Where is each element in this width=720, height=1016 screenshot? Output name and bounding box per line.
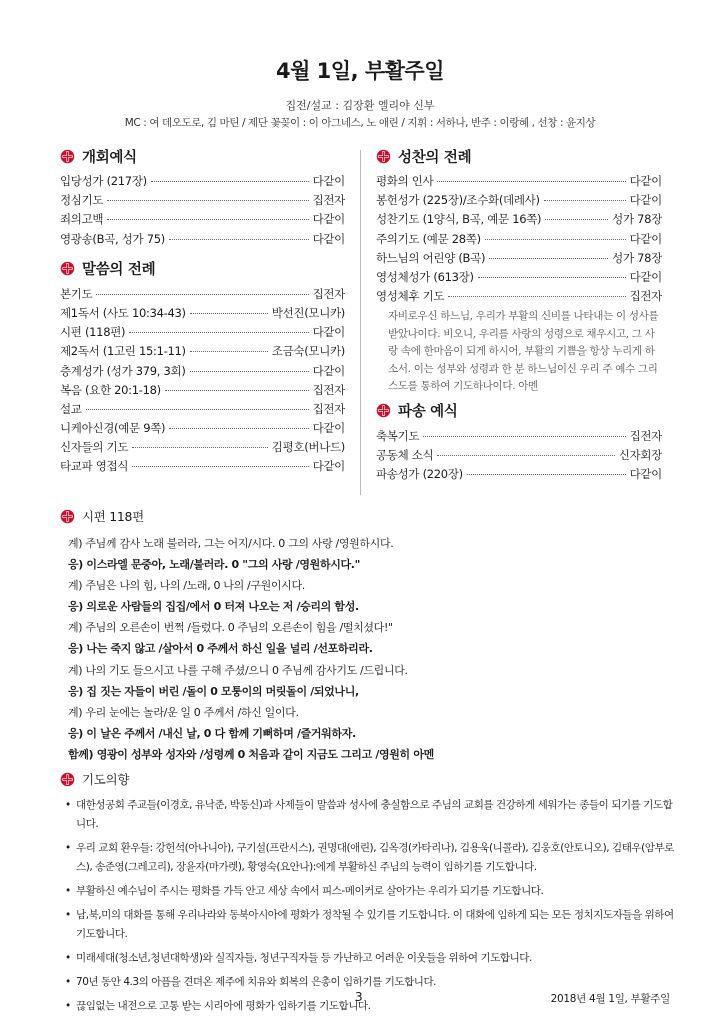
psalm-lines	[60, 533, 670, 765]
liturgy-item	[60, 401, 345, 420]
dot-leader	[489, 258, 608, 259]
cross-icon	[376, 149, 391, 164]
liturgy-item-leader: 다같이	[312, 325, 345, 340]
page-number: 3	[355, 990, 363, 1004]
liturgy-item	[60, 420, 345, 439]
intercessions-list	[60, 796, 675, 1016]
dismissal-section-header	[376, 400, 662, 422]
cross-icon	[60, 261, 75, 276]
column-divider	[360, 150, 361, 495]
liturgy-item	[60, 211, 345, 230]
psalm-line: 응) 집 짓는 자들이 버린 /돌이 0 모퉁이의 머릿돌이 /되었나니,	[68, 684, 359, 698]
liturgy-item	[60, 324, 345, 343]
dot-leader	[107, 200, 308, 201]
dot-leader	[190, 313, 268, 314]
liturgy-item-name: 층계성가 (성가 379, 3회)	[60, 363, 186, 378]
cross-icon	[376, 403, 391, 418]
psalm-line: 응) 이 날은 주께서 /내신 날, 0 다 함께 기뻐하며 /즐거워하자.	[68, 726, 356, 740]
intercession-item: • 미래세대(청소년,청년대학생)와 실직자들, 청년구직자들 등 가난하고 어려운 이웃들을 위하여 기도합니다.	[60, 949, 675, 968]
post-communion-prayer: 자비로우신 하느님, 우리가 부활의 신비를 나타내는 이 성사를 받았나이다. 비오니, 우리를 사랑의 성령으로 채우시고, 그 사랑 속에 한마음이 되게 하시어, 부활의 기쁨을 항상 누리게 하소서. 이는 성부와 성령과 한 분 하느님이신 우리 주 예수 그리스도를 통하여 기도하나이다. 아멘	[388, 310, 659, 393]
dot-leader	[423, 436, 625, 437]
cross-icon	[60, 149, 75, 164]
psalm-line: 계) 주님은 나의 힘, 나의 /노래, 0 나의 /구원이시다.	[68, 579, 305, 593]
liturgy-item-name: 축복기도	[376, 428, 420, 443]
intercessions-section-header	[60, 768, 675, 790]
liturgy-item-name: 복음 (요한 20:1-18)	[60, 382, 161, 397]
liturgy-item	[376, 173, 662, 192]
liturgy-item-name: 성찬기도 (1양식, B곡, 예문 16쪽)	[376, 212, 542, 227]
liturgy-item-leader: 집전자	[629, 428, 662, 443]
liturgy-item-name: 봉헌성가 (225장)/조수화(데레사)	[376, 193, 540, 208]
psalm-line: 계) 나의 기도 들으시고 나를 구해 주셨/으니 0 주님께 감사기도 /드립니다.	[68, 663, 408, 677]
liturgy-item-leader: 집전자	[629, 289, 662, 304]
intercession-item: • 끊임없는 내전으로 고통 받는 시리아에 평화가 임하기를 기도합니다.	[60, 997, 675, 1016]
liturgy-item-leader: 집전자	[312, 193, 345, 208]
liturgy-item-name: 정심기도	[60, 193, 104, 208]
liturgy-item-name: 공동체 소식	[376, 448, 434, 462]
dot-leader	[478, 277, 626, 278]
psalm-line: 응) 이스라엘 문중아, 노래/불러라. 0 "그의 사랑 /영원하시다."	[68, 558, 360, 572]
intercession-item: • 대한성공회 주교들(이경호, 유낙준, 박동신)과 사제들이 말씀과 성사에 충실함으로 주님의 교회를 건강하게 세워가는 종들이 되기를 기도합니다.	[60, 796, 675, 834]
liturgy-item-leader: 다같이	[312, 231, 345, 246]
liturgy-item	[376, 466, 662, 485]
intercession-item: • 70년 동안 4.3의 아픔을 견뎌온 제주에 치유와 회복의 은총이 임하기를 기도합니다.	[60, 973, 675, 992]
psalm-line: 응) 의로운 사람들의 집집/에서 0 터져 나오는 저 /승리의 함성.	[68, 600, 359, 614]
liturgy-item-leader: 다같이	[312, 174, 345, 188]
dot-leader	[169, 239, 309, 240]
liturgy-item-leader: 조금숙(모니카)	[271, 344, 345, 359]
liturgy-item-name: 니케아신경(예문 9쪽)	[60, 421, 166, 436]
dot-leader	[129, 332, 308, 333]
liturgy-item	[60, 231, 345, 250]
liturgy-item-leader: 다같이	[629, 193, 662, 208]
word-section-header	[60, 258, 345, 280]
opening-heading: 개회예식	[82, 149, 137, 166]
liturgy-item-name: 파송성가 (220장)	[376, 467, 463, 482]
right-column	[376, 145, 662, 485]
liturgy-item-leader: 다같이	[312, 421, 345, 436]
eucharist-section-header	[376, 145, 662, 167]
liturgy-item	[60, 343, 345, 362]
liturgy-item	[60, 286, 345, 305]
liturgy-item-leader: 성가 78장	[612, 212, 662, 227]
dot-leader	[190, 351, 268, 352]
liturgy-item-name: 영광송(B곡, 성가 75)	[60, 231, 165, 246]
liturgy-item	[60, 363, 345, 382]
liturgy-item-name: 영성체후 기도	[376, 289, 445, 304]
liturgy-item-name: 평화의 인사	[376, 174, 434, 188]
dot-leader	[448, 296, 625, 297]
liturgy-item	[376, 288, 662, 307]
liturgy-item-leader: 다같이	[629, 231, 662, 246]
cross-icon	[60, 509, 75, 524]
liturgy-item	[60, 458, 345, 477]
dot-leader	[169, 428, 308, 429]
psalm-section-header	[60, 505, 670, 527]
dot-leader	[467, 474, 626, 475]
dot-leader	[545, 219, 608, 220]
eucharist-heading: 성찬의 전례	[398, 149, 472, 166]
intercession-item: • 부활하신 예수님이 주시는 평화를 가득 안고 세상 속에서 피스-메이커로 살아가는 우리가 되기를 기도합니다.	[60, 882, 675, 901]
liturgy-item-name: 제1독서 (사도 10:34-43)	[60, 305, 186, 320]
liturgy-item	[376, 192, 662, 211]
liturgy-item-name: 본기도	[60, 286, 93, 301]
opening-list	[60, 173, 345, 250]
opening-section-header	[60, 145, 345, 167]
eucharist-list	[376, 173, 662, 307]
liturgy-item	[60, 305, 345, 324]
intercession-item: • 우리 교회 환우들: 강헌석(아나니아), 구기설(프란시스), 권명대(애린), 김옥경(카타리나), 김용욱(니콜라), 김웅호(안토니오), 김태우(암부로스), 송준영(그레고리), 장윤자(마가렛), 황영숙(요안나):에게 부활하신 주님의 능력이 임하기를 기도합니다.	[60, 839, 675, 877]
psalm-line: 계) 우리 눈에는 놀라/운 일 0 주께서 /하신 일이다.	[68, 705, 299, 719]
word-heading: 말씀의 전례	[82, 262, 156, 279]
cross-icon	[60, 772, 75, 787]
psalm-line: 계) 주님의 오른손이 번쩍 /들렸다. 0 주님의 오른손이 힘을 /떨치셨다!"	[68, 621, 393, 635]
page-title: 4월 1일, 부활주일	[275, 59, 445, 83]
dismissal-heading: 파송 예식	[398, 404, 458, 421]
intercessions-section	[60, 768, 675, 1016]
left-column	[60, 145, 345, 478]
liturgy-item	[376, 269, 662, 288]
officiant-line: 집전/설교 : 김장환 엘리야 신부	[285, 99, 435, 112]
liturgy-item-leader: 다같이	[312, 212, 345, 227]
liturgy-item-name: 죄의고백	[60, 212, 104, 227]
psalm-heading: 시편 118편	[82, 509, 144, 524]
psalm-line: 계) 주님께 감사 노래 불러라, 그는 어지/시다. 0 그의 사랑 /영원하시다.	[68, 537, 394, 550]
dot-leader	[132, 466, 308, 467]
liturgy-item-leader: 김평호(버나드)	[271, 440, 345, 455]
dot-leader	[96, 294, 308, 295]
liturgy-item-name: 영성체성가 (613장)	[376, 269, 474, 284]
liturgy-item-name: 입당성가 (217장)	[60, 174, 147, 188]
psalm-line: 함께) 영광이 성부와 성자와 /성령께 0 처음과 같이 지금도 그리고 /영원히 아멘	[68, 747, 434, 761]
liturgy-item	[376, 428, 662, 447]
liturgy-item-name: 타교파 영접식	[60, 459, 129, 474]
dot-leader	[190, 371, 309, 372]
liturgy-item-leader: 성가 78장	[612, 250, 662, 265]
liturgy-item-leader: 다같이	[629, 174, 662, 188]
dot-leader	[485, 239, 626, 240]
dot-leader	[107, 219, 308, 220]
liturgy-item-name: 하느님의 어린양 (B곡)	[376, 250, 486, 265]
dismissal-list	[376, 428, 662, 486]
dot-leader	[437, 181, 625, 182]
liturgy-item-name: 신자들의 기도	[60, 440, 129, 455]
dot-leader	[132, 447, 268, 448]
liturgy-item-leader: 집전자	[312, 286, 345, 301]
liturgy-item-name: 주의기도 (예문 28쪽)	[376, 231, 481, 246]
intercession-item: • 남,북,미의 대화를 통해 우리나라와 동북아시아에 평화가 정착될 수 있기를 기도합니다. 이 대화에 임하게 되는 모든 정치지도자들을 위하여 기도합니다.	[60, 906, 675, 944]
roles-line: MC : 여 데오도로, 김 마틴 / 제단 꽃꽂이 : 이 아그네스, 노 애린 / 지휘 : 서하나, 반주 : 이랑혜 , 선창 : 윤지상	[124, 117, 596, 129]
liturgy-item-leader: 박선진(모니카)	[271, 305, 345, 320]
liturgy-item-name: 설교	[60, 401, 82, 416]
liturgy-item	[376, 231, 662, 250]
liturgy-item	[60, 439, 345, 458]
liturgy-item	[376, 250, 662, 269]
liturgy-item-name: 시편 (118편)	[60, 325, 126, 340]
dot-leader	[86, 409, 309, 410]
liturgy-item-leader: 신자회장	[618, 448, 662, 462]
dot-leader	[151, 181, 309, 182]
dot-leader	[165, 390, 309, 391]
psalm-line: 응) 나는 죽지 않고 /살아서 0 주께서 하신 일을 널리 /선포하리라.	[68, 642, 373, 656]
intercessions-heading: 기도의향	[82, 772, 130, 787]
liturgy-item	[376, 211, 662, 230]
dot-leader	[544, 200, 626, 201]
liturgy-item-leader: 다같이	[629, 269, 662, 284]
liturgy-item	[60, 173, 345, 192]
psalm-section	[60, 505, 670, 765]
liturgy-item-leader: 다같이	[629, 467, 662, 482]
dot-leader	[437, 455, 614, 456]
liturgy-item-leader: 집전자	[312, 401, 345, 416]
footer-info: 2018년 4월 1일, 부활주일	[550, 993, 670, 1005]
liturgy-item	[376, 447, 662, 466]
liturgy-item-leader: 집전자	[312, 382, 345, 397]
liturgy-item-leader: 다같이	[312, 459, 345, 474]
liturgy-item	[60, 192, 345, 211]
liturgy-item-name: 제2독서 (1고린 15:1-11)	[60, 344, 186, 359]
liturgy-item-leader: 다같이	[312, 363, 345, 378]
liturgy-item	[60, 382, 345, 401]
word-list	[60, 286, 345, 478]
